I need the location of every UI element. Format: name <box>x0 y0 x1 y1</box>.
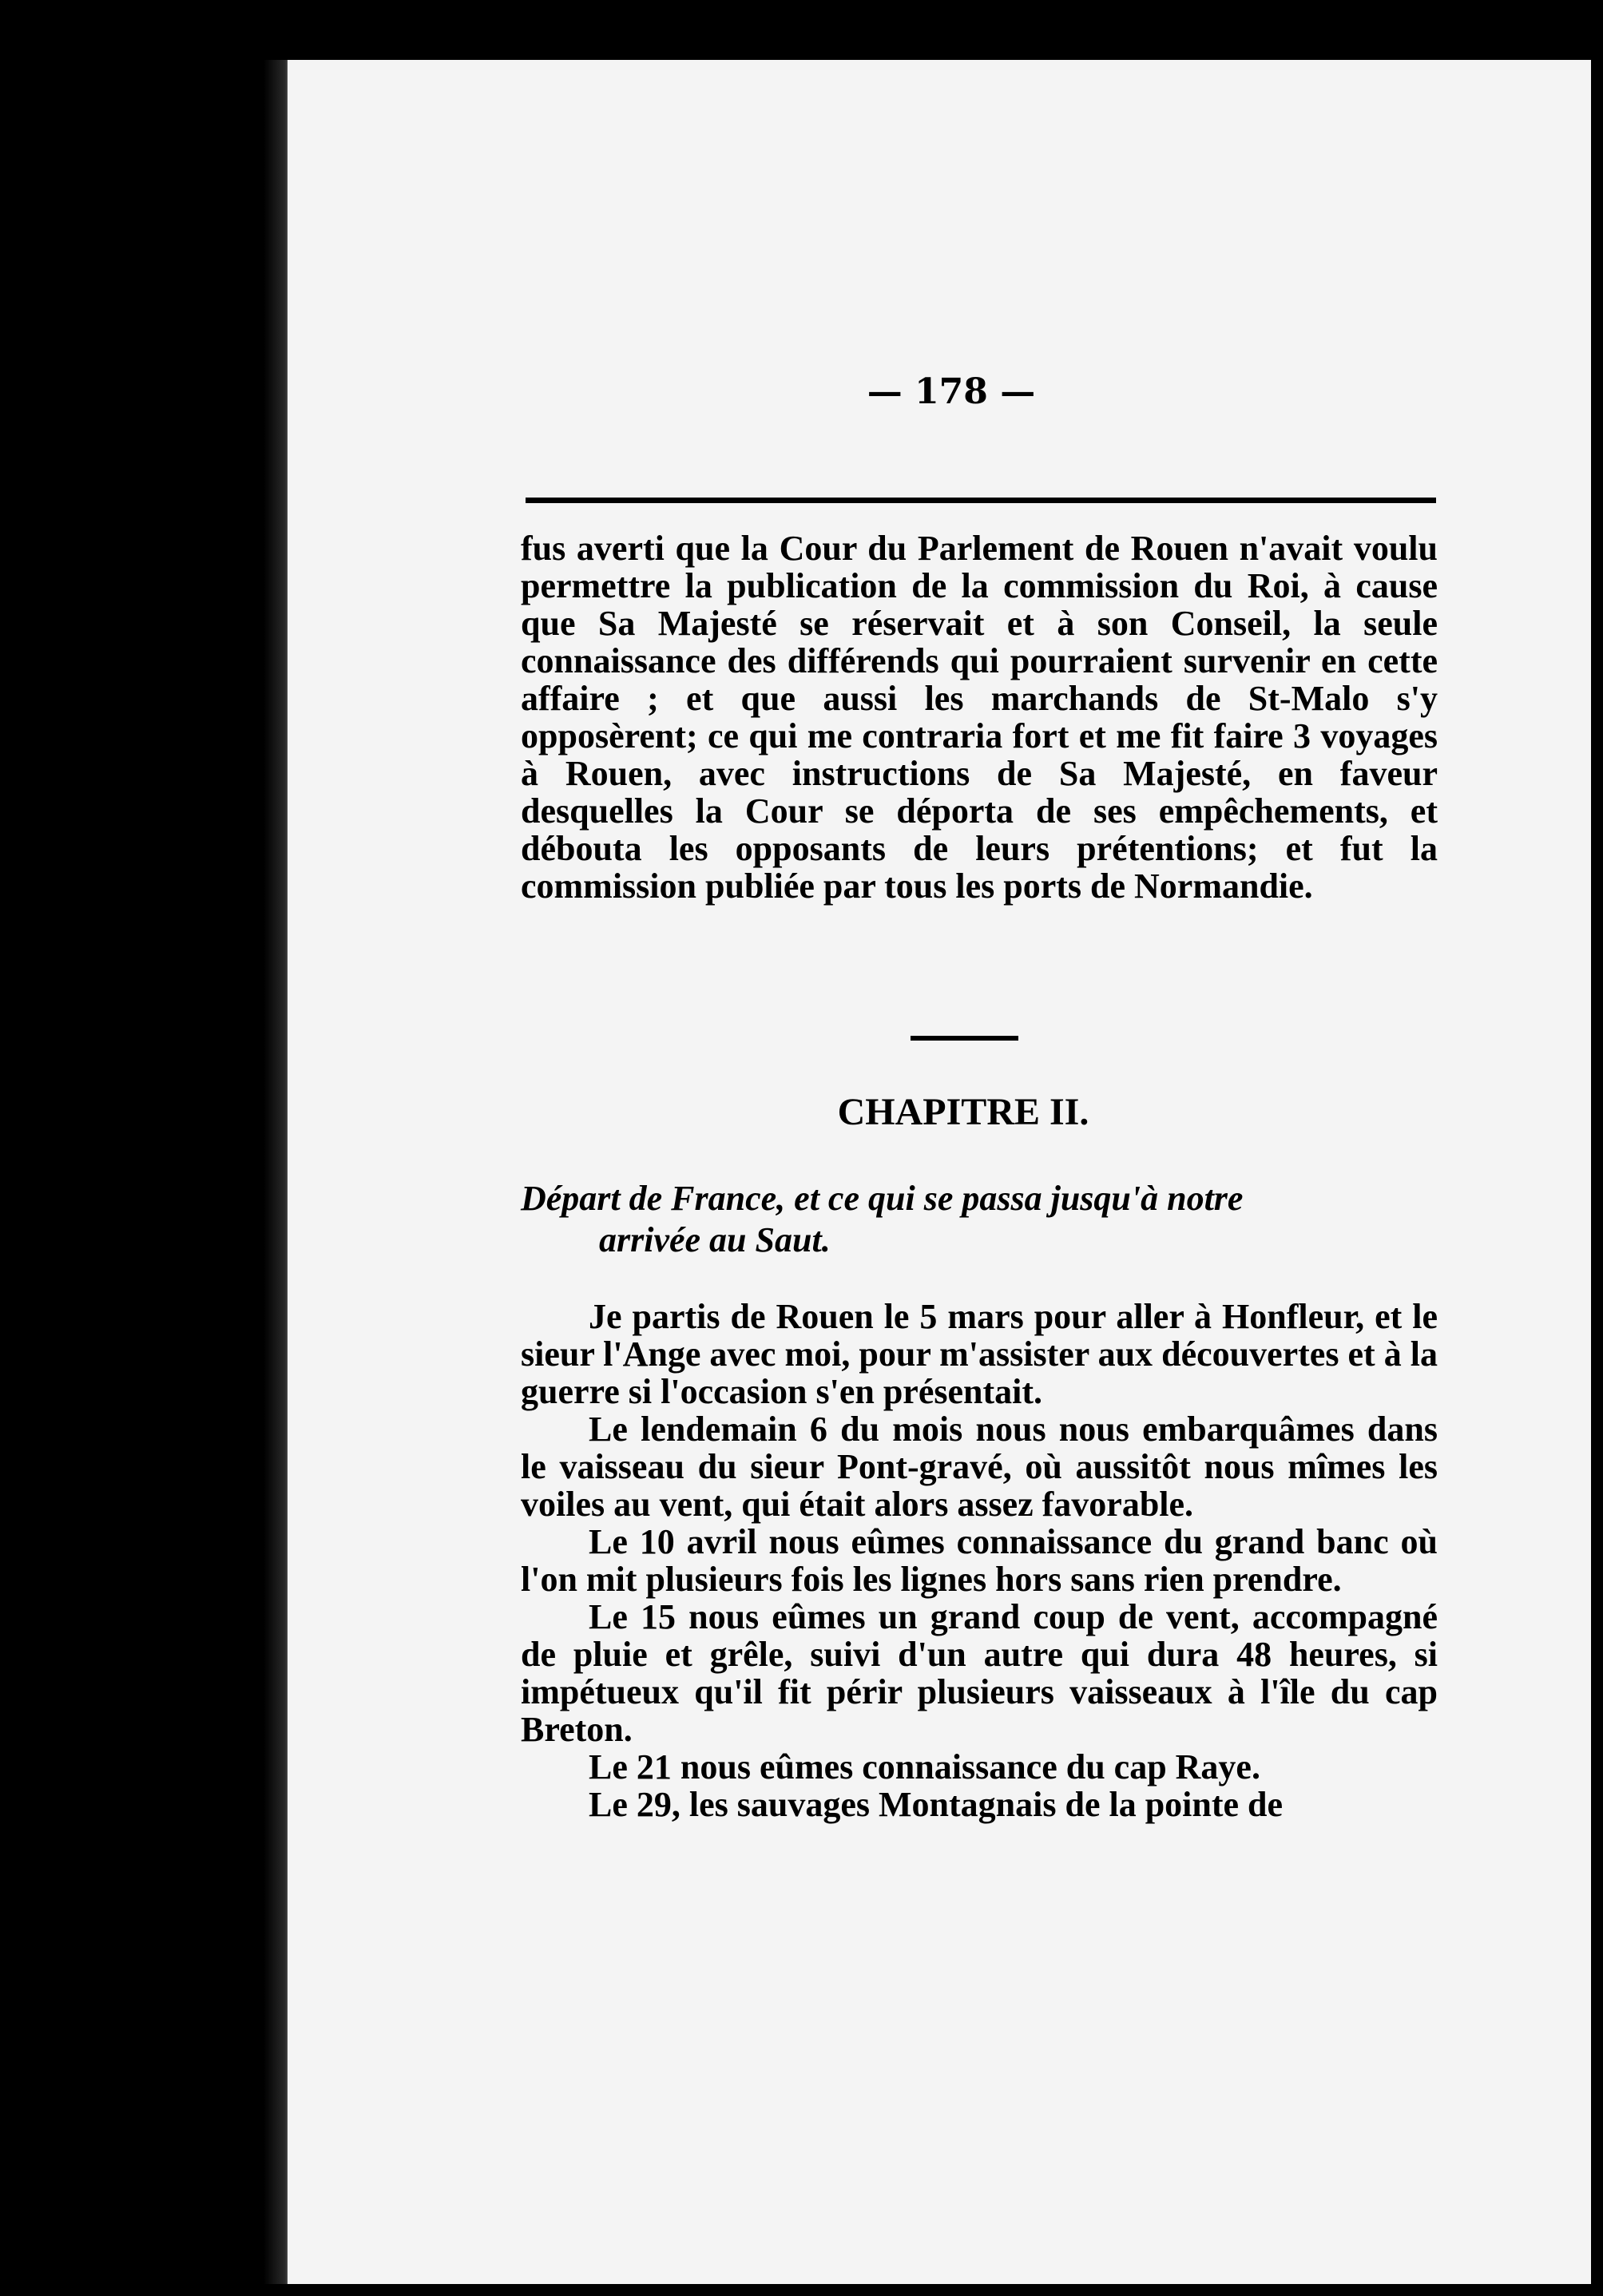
section-divider <box>911 1036 1018 1041</box>
body-paragraph: Le 29, les sauvages Montagnais de la pointe de <box>589 1785 1284 1824</box>
body-paragraph: Le 10 avril nous eûmes connaissance du grand banc où l'on mit plusieurs fois les lignes hors sans rien prendre. <box>521 1522 1438 1599</box>
subtitle-line-2: arrivée au Saut. <box>599 1220 831 1259</box>
header-rule <box>526 498 1436 503</box>
chapter-subtitle <box>521 1178 1438 1261</box>
book-page <box>288 60 1591 2284</box>
body-paragraph: Le 15 nous eûmes un grand coup de vent, accompagné de pluie et grêle, suivi d'un autre qui dura 48 heures, si impétueux qu'il fit périr plusieurs vaisseaux à l'île du cap Breton. <box>521 1597 1438 1749</box>
page-number-header: — 178 — <box>867 371 1036 412</box>
body-paragraph: Le lendemain 6 du mois nous nous embarquâmes dans le vaisseau du sieur Pont-gravé, où aussitôt nous mîmes les voiles au vent, qui était alors assez favorable. <box>521 1410 1438 1524</box>
chapter-body <box>521 1298 1438 1823</box>
subtitle-line-1: Départ de France, et ce qui se passa jusqu'à notre <box>521 1179 1244 1218</box>
body-paragraph: Je partis de Rouen le 5 mars pour aller à Honfleur, et le sieur l'Ange avec moi, pour m'assister aux découvertes et à la guerre si l'occasion s'en présentait. <box>521 1297 1438 1411</box>
paragraph-continuation: fus averti que la Cour du Parlement de Rouen n'avait voulu permettre la publication de la commission du Roi, à cause que Sa Majesté se réservait et à son Conseil, la seule connaissance des différends qui pourraient survenir en cette affaire ; et que aussi les marchands de St-Malo s'y opposèrent; ce qui me contraria fort et me fit faire 3 voyages à Rouen, avec instructions de Sa Majesté, en faveur desquelles la Cour se déporta de ses empêchements, et débouta les opposants de leurs prétentions; et fut la commission publiée par tous les ports de Normandie. <box>521 529 1438 906</box>
chapter-title: CHAPITRE II. <box>837 1091 1089 1133</box>
body-paragraph: Le 21 nous eûmes connaissance du cap Raye. <box>589 1747 1260 1786</box>
